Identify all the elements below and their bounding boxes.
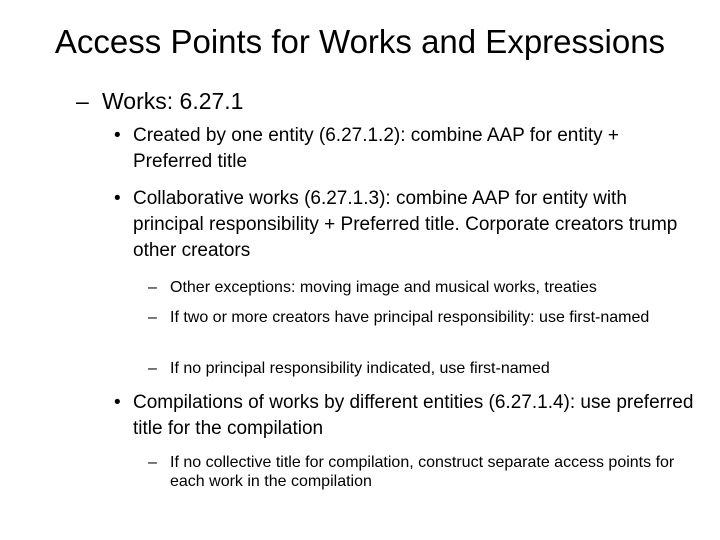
- dash-marker: –: [148, 454, 157, 471]
- slide-title: Access Points for Works and Expressions: [54, 23, 666, 60]
- bullet-marker: •: [114, 392, 121, 413]
- sub-bullet-text: If no principal responsibility indicated, use first-named: [170, 360, 550, 377]
- sub-bullet-item: [148, 308, 688, 327]
- sub-bullet-item: [148, 278, 688, 297]
- bullet-marker: •: [114, 125, 121, 146]
- dash-marker: –: [76, 88, 89, 114]
- dash-marker: –: [148, 360, 157, 377]
- bullet-item: [114, 390, 694, 442]
- bullet-text: Collaborative works (6.27.1.3): combine AAP for entity with principal responsibility + Preferred title. Corporate creators trump other creators: [133, 188, 678, 261]
- dash-marker: –: [148, 309, 157, 326]
- sub-bullet-item: [148, 453, 688, 491]
- level1-text: Works: 6.27.1: [102, 88, 244, 114]
- bullet-item: [114, 123, 694, 175]
- bullet-text: Created by one entity (6.27.1.2): combine AAP for entity + Preferred title: [133, 125, 620, 172]
- bullet-text: Compilations of works by different entities (6.27.1.4): use preferred title for the compilation: [133, 392, 694, 439]
- bullet-marker: •: [114, 188, 121, 209]
- sub-bullet-text: If no collective title for compilation, construct separate access points for each work in the compilation: [170, 454, 675, 490]
- level1-item-works: [76, 84, 243, 118]
- sub-bullet-text: If two or more creators have principal responsibility: use first-named: [170, 309, 650, 326]
- bullet-item: [114, 186, 694, 264]
- dash-marker: –: [148, 279, 157, 296]
- sub-bullet-text: Other exceptions: moving image and musical works, treaties: [170, 279, 597, 296]
- sub-bullet-item: [148, 359, 688, 378]
